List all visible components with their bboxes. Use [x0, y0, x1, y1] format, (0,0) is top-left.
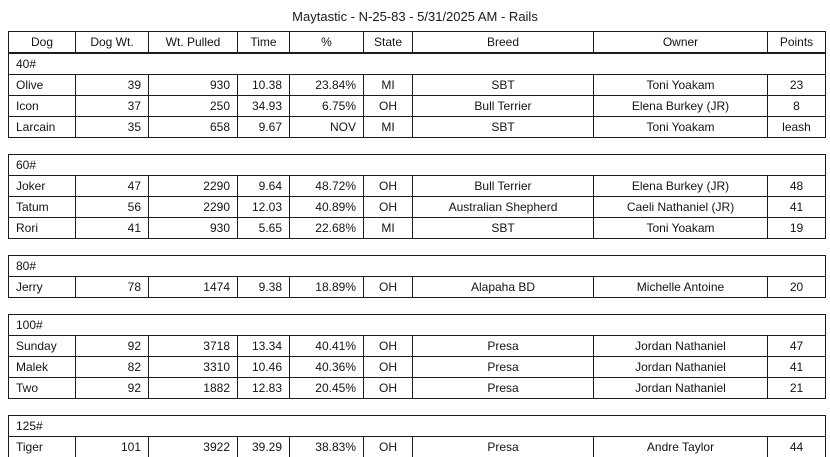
weight-class-table [8, 314, 826, 399]
cell-time: 10.38 [238, 75, 290, 96]
cell-points: 8 [768, 96, 826, 117]
cell-points: 20 [768, 277, 826, 298]
cell-state: MI [364, 75, 413, 96]
weight-class-label: 40# [9, 54, 826, 75]
weight-class-label: 80# [9, 256, 826, 277]
column-header-row [9, 32, 826, 53]
column-header-table [8, 31, 826, 53]
cell-points: leash [768, 117, 826, 138]
cell-dog: Olive [9, 75, 76, 96]
cell-time: 12.83 [238, 378, 290, 399]
cell-breed: SBT [413, 117, 594, 138]
cell-points: 41 [768, 197, 826, 218]
cell-breed: Alapaha BD [413, 277, 594, 298]
cell-wt-pulled: 250 [149, 96, 238, 117]
cell-percent: 38.83% [290, 437, 364, 457]
weight-class-table [8, 255, 826, 298]
cell-owner: Elena Burkey (JR) [594, 96, 768, 117]
col-header-state: State [364, 32, 413, 53]
table-row [9, 96, 826, 117]
cell-owner: Jordan Nathaniel [594, 378, 768, 399]
col-header-points: Points [768, 32, 826, 53]
col-header-percent: % [290, 32, 364, 53]
cell-breed: Presa [413, 357, 594, 378]
col-header-dog: Dog [9, 32, 76, 53]
cell-state: OH [364, 176, 413, 197]
cell-state: OH [364, 336, 413, 357]
cell-points: 23 [768, 75, 826, 96]
cell-wt-pulled: 3922 [149, 437, 238, 457]
cell-dog-wt: 82 [76, 357, 149, 378]
cell-dog: Sunday [9, 336, 76, 357]
cell-percent: 22.68% [290, 218, 364, 239]
cell-percent: 6.75% [290, 96, 364, 117]
cell-dog: Joker [9, 176, 76, 197]
cell-state: OH [364, 437, 413, 457]
cell-breed: Bull Terrier [413, 96, 594, 117]
col-header-breed: Breed [413, 32, 594, 53]
cell-dog: Two [9, 378, 76, 399]
cell-breed: Bull Terrier [413, 176, 594, 197]
cell-breed: Australian Shepherd [413, 197, 594, 218]
weight-class-header-row [9, 155, 826, 176]
weight-class-header-row [9, 256, 826, 277]
cell-owner: Andre Taylor [594, 437, 768, 457]
table-row [9, 437, 826, 457]
cell-owner: Toni Yoakam [594, 117, 768, 138]
cell-state: MI [364, 117, 413, 138]
weight-class-table [8, 415, 826, 457]
cell-percent: 40.41% [290, 336, 364, 357]
cell-owner: Caeli Nathaniel (JR) [594, 197, 768, 218]
table-row [9, 336, 826, 357]
cell-owner: Michelle Antoine [594, 277, 768, 298]
cell-state: OH [364, 96, 413, 117]
cell-time: 39.29 [238, 437, 290, 457]
col-header-time: Time [238, 32, 290, 53]
results-table-area [8, 31, 825, 457]
table-row [9, 176, 826, 197]
cell-percent: 48.72% [290, 176, 364, 197]
cell-breed: Presa [413, 336, 594, 357]
cell-wt-pulled: 1882 [149, 378, 238, 399]
cell-time: 9.38 [238, 277, 290, 298]
cell-dog-wt: 47 [76, 176, 149, 197]
cell-wt-pulled: 3718 [149, 336, 238, 357]
cell-wt-pulled: 2290 [149, 176, 238, 197]
table-row [9, 277, 826, 298]
cell-points: 48 [768, 176, 826, 197]
cell-percent: 40.89% [290, 197, 364, 218]
weight-class-sections [8, 53, 825, 457]
cell-points: 44 [768, 437, 826, 457]
cell-state: MI [364, 218, 413, 239]
weight-class-label: 100# [9, 315, 826, 336]
cell-owner: Jordan Nathaniel [594, 336, 768, 357]
weight-class-header-row [9, 315, 826, 336]
cell-dog: Icon [9, 96, 76, 117]
cell-breed: SBT [413, 218, 594, 239]
table-row [9, 218, 826, 239]
cell-percent: NOV [290, 117, 364, 138]
weight-class-header-row [9, 416, 826, 437]
cell-dog-wt: 35 [76, 117, 149, 138]
weight-class-label: 125# [9, 416, 826, 437]
cell-time: 9.67 [238, 117, 290, 138]
cell-breed: SBT [413, 75, 594, 96]
cell-percent: 20.45% [290, 378, 364, 399]
cell-percent: 40.36% [290, 357, 364, 378]
cell-wt-pulled: 1474 [149, 277, 238, 298]
cell-dog: Jerry [9, 277, 76, 298]
cell-wt-pulled: 930 [149, 218, 238, 239]
cell-dog-wt: 37 [76, 96, 149, 117]
cell-owner: Toni Yoakam [594, 75, 768, 96]
cell-wt-pulled: 930 [149, 75, 238, 96]
col-header-dog-wt: Dog Wt. [76, 32, 149, 53]
cell-wt-pulled: 658 [149, 117, 238, 138]
cell-points: 19 [768, 218, 826, 239]
table-row [9, 197, 826, 218]
cell-dog: Tiger [9, 437, 76, 457]
cell-dog-wt: 92 [76, 336, 149, 357]
cell-dog-wt: 92 [76, 378, 149, 399]
cell-dog-wt: 101 [76, 437, 149, 457]
cell-points: 47 [768, 336, 826, 357]
cell-owner: Jordan Nathaniel [594, 357, 768, 378]
cell-breed: Presa [413, 437, 594, 457]
cell-points: 41 [768, 357, 826, 378]
col-header-wt-pulled: Wt. Pulled [149, 32, 238, 53]
weight-class-table [8, 154, 826, 239]
cell-time: 13.34 [238, 336, 290, 357]
cell-dog-wt: 39 [76, 75, 149, 96]
cell-dog-wt: 56 [76, 197, 149, 218]
table-row [9, 357, 826, 378]
cell-wt-pulled: 3310 [149, 357, 238, 378]
table-row [9, 378, 826, 399]
cell-dog: Tatum [9, 197, 76, 218]
cell-owner: Elena Burkey (JR) [594, 176, 768, 197]
cell-points: 21 [768, 378, 826, 399]
cell-dog: Larcain [9, 117, 76, 138]
cell-breed: Presa [413, 378, 594, 399]
col-header-owner: Owner [594, 32, 768, 53]
cell-time: 5.65 [238, 218, 290, 239]
cell-dog: Malek [9, 357, 76, 378]
cell-time: 34.93 [238, 96, 290, 117]
cell-percent: 23.84% [290, 75, 364, 96]
cell-time: 9.64 [238, 176, 290, 197]
cell-percent: 18.89% [290, 277, 364, 298]
cell-owner: Toni Yoakam [594, 218, 768, 239]
weight-class-header-row [9, 54, 826, 75]
page-title: Maytastic - N-25-83 - 5/31/2025 AM - Rails [292, 9, 538, 24]
weight-class-table [8, 53, 826, 138]
cell-time: 10.46 [238, 357, 290, 378]
cell-state: OH [364, 378, 413, 399]
cell-state: OH [364, 357, 413, 378]
table-row [9, 117, 826, 138]
cell-dog: Rori [9, 218, 76, 239]
cell-dog-wt: 41 [76, 218, 149, 239]
cell-dog-wt: 78 [76, 277, 149, 298]
cell-time: 12.03 [238, 197, 290, 218]
cell-state: OH [364, 197, 413, 218]
cell-state: OH [364, 277, 413, 298]
cell-wt-pulled: 2290 [149, 197, 238, 218]
weight-class-label: 60# [9, 155, 826, 176]
table-row [9, 75, 826, 96]
